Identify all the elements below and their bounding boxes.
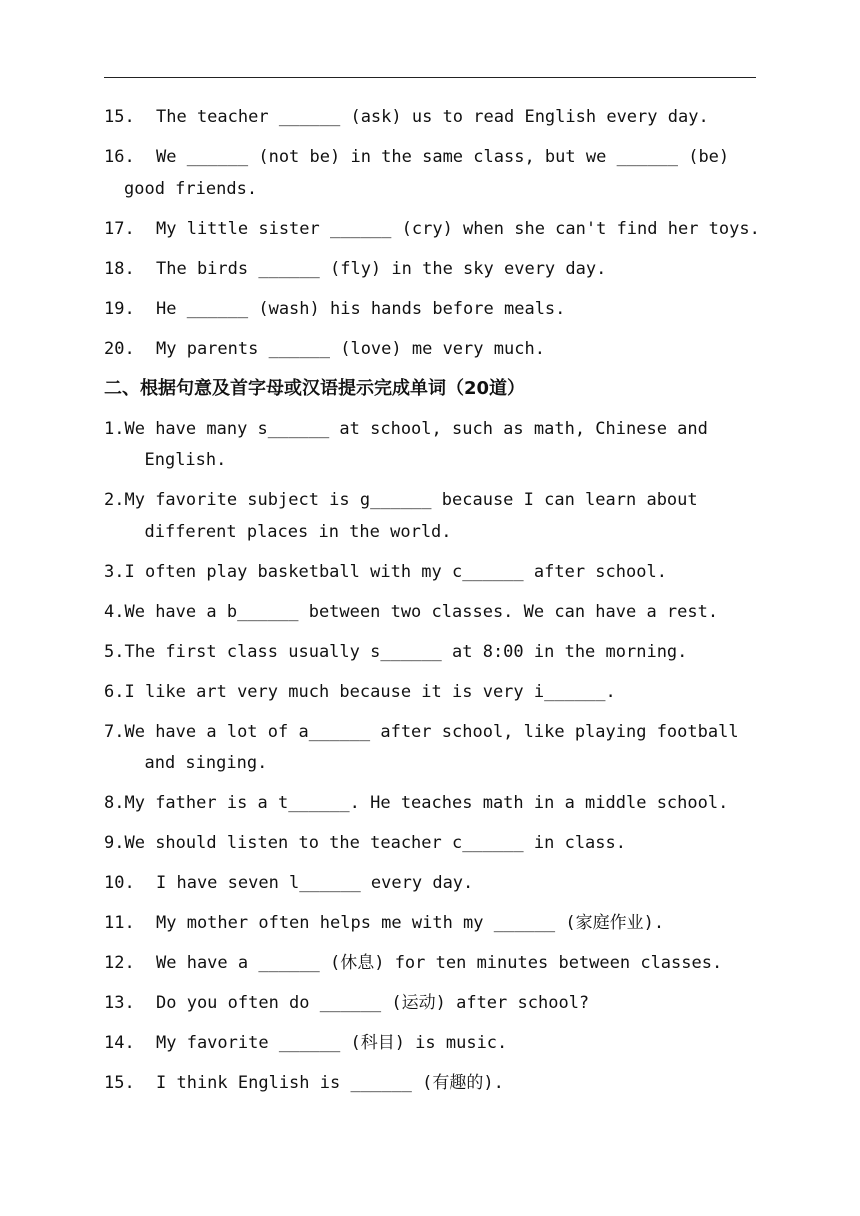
section-1-list	[104, 102, 764, 365]
item-text-line: I often play basketball with my c______ after school.	[124, 561, 667, 582]
item-text	[156, 908, 764, 940]
item-text-continuation: English.	[144, 450, 227, 470]
item-text	[156, 214, 764, 246]
item-text-line: My parents ______ (love) me very much.	[156, 338, 545, 359]
item-text-line: The teacher ______ (ask) us to read English every day.	[156, 107, 709, 127]
item-text-line: We have a lot of a______ after school, like playing football	[124, 721, 739, 742]
item-text-line: The first class usually s______ at 8:00 in the morning.	[124, 641, 688, 662]
item-text-line: He ______ (wash) his hands before meals.	[156, 298, 566, 319]
section-2-heading: 二、根据句意及首字母或汉语提示完成单词（20道）	[104, 377, 526, 399]
item-text-line: My father is a t______. He teaches math in a middle school.	[124, 793, 729, 813]
item-number: 9.	[104, 833, 125, 853]
item-text	[124, 677, 764, 709]
item-text	[124, 142, 764, 205]
item-number: 6.	[104, 681, 125, 702]
item-number: 15.	[104, 1073, 135, 1093]
exercise-item	[104, 677, 764, 709]
section-2-list	[104, 414, 764, 1100]
item-number: 1.	[104, 418, 125, 439]
item-text	[156, 868, 764, 900]
exercise-item	[104, 142, 764, 205]
item-number: 11.	[104, 913, 135, 933]
item-text-line: My favorite ______ (科目) is music.	[156, 1033, 508, 1053]
exercise-item	[104, 102, 764, 134]
exercise-item	[104, 485, 764, 548]
exercise-item	[104, 637, 764, 669]
item-text	[156, 1028, 764, 1060]
item-text	[156, 102, 764, 134]
item-text	[156, 1068, 764, 1100]
exercise-item	[104, 214, 764, 246]
exercise-item	[104, 1028, 764, 1060]
item-number: 5.	[104, 641, 125, 662]
item-text	[156, 948, 764, 980]
item-text-line: We should listen to the teacher c______ in class.	[124, 833, 626, 853]
exercise-item	[104, 597, 764, 629]
item-text-line: Do you often do ______ (运动) after school?	[156, 993, 590, 1013]
item-number: 10.	[104, 873, 135, 893]
item-number: 3.	[104, 561, 125, 582]
item-number: 20.	[104, 338, 135, 359]
exercise-item	[104, 908, 764, 940]
exercise-item	[104, 788, 764, 820]
item-number: 7.	[104, 721, 125, 742]
exercise-item	[104, 988, 764, 1020]
item-text-line: We have a b______ between two classes. We can have a rest.	[124, 601, 719, 622]
item-text	[156, 334, 764, 366]
item-text-continuation: good friends.	[124, 178, 258, 199]
exercise-item	[104, 948, 764, 980]
item-text	[124, 637, 764, 669]
item-text-line: My little sister ______ (cry) when she can't find her toys.	[156, 218, 760, 239]
item-text	[124, 597, 764, 629]
exercise-item	[104, 828, 764, 860]
item-text-line: My favorite subject is g______ because I can learn about	[124, 490, 698, 510]
item-number: 8.	[104, 793, 125, 813]
item-number: 14.	[104, 1033, 135, 1053]
item-text	[156, 294, 764, 326]
exercise-item	[104, 557, 764, 589]
item-text	[156, 254, 764, 286]
exercise-item	[104, 254, 764, 286]
item-text-line: The birds ______ (fly) in the sky every day.	[156, 258, 607, 279]
exercise-item	[104, 414, 764, 477]
item-text	[124, 485, 764, 548]
header-rule	[104, 77, 756, 78]
item-number: 13.	[104, 993, 135, 1013]
item-text-line: I think English is ______ (有趣的).	[156, 1073, 504, 1093]
item-number: 4.	[104, 601, 125, 622]
exercise-item	[104, 334, 764, 366]
exercise-item	[104, 717, 764, 780]
item-text	[124, 788, 764, 820]
item-text-line: My mother often helps me with my ______ (家庭作业).	[156, 913, 665, 933]
item-number: 18.	[104, 258, 135, 279]
item-number: 16.	[104, 147, 135, 167]
worksheet-content	[104, 102, 764, 1108]
item-number: 12.	[104, 953, 135, 973]
item-text-line: We have many s______ at school, such as math, Chinese and	[124, 418, 708, 439]
item-text-continuation: different places in the world.	[144, 521, 452, 542]
exercise-item	[104, 868, 764, 900]
item-number: 2.	[104, 490, 125, 510]
item-text	[124, 414, 764, 477]
item-text-line: I have seven l______ every day.	[156, 873, 474, 893]
item-text	[124, 717, 764, 780]
item-text	[156, 988, 764, 1020]
item-text-line: We ______ (not be) in the same class, but we ______ (be)	[156, 147, 730, 167]
exercise-item	[104, 294, 764, 326]
item-text-continuation: and singing.	[144, 753, 268, 773]
item-number: 15.	[104, 107, 135, 127]
exercise-item	[104, 1068, 764, 1100]
item-text-line: We have a ______ (休息) for ten minutes between classes.	[156, 953, 723, 973]
item-text-line: I like art very much because it is very i______.	[124, 681, 616, 702]
item-text	[124, 828, 764, 860]
item-text	[124, 557, 764, 589]
item-number: 17.	[104, 218, 135, 239]
item-number: 19.	[104, 298, 135, 319]
